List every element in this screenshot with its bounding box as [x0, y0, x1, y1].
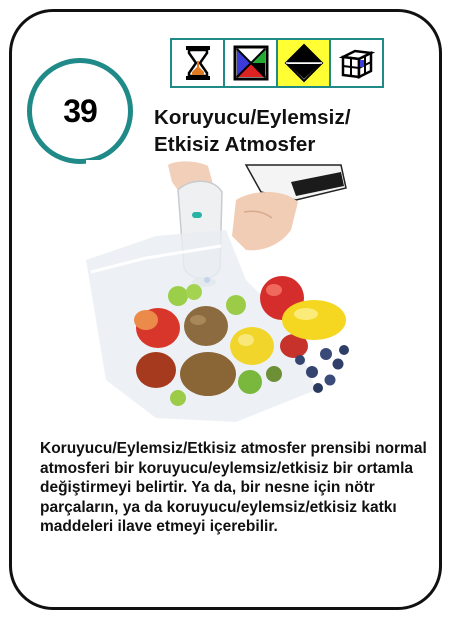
vacuum-bag-fruit-photo: [86, 160, 356, 422]
principle-title: [154, 104, 394, 158]
diamond-icon: [276, 38, 331, 88]
cube-icon: [329, 38, 384, 88]
title-line-2: Etkisiz Atmosfer: [154, 133, 316, 156]
principle-number-badge: [27, 58, 133, 164]
colored-triangles-icon: [223, 38, 278, 88]
principle-description: Koruyucu/Eylemsiz/Etkisiz atmosfer prensibi normal atmosferi bir koruyucu/eylemsiz/etkisiz bir ortamla değiştirmeyi belirtir. Ya da, bir nesne için nötr parçaların, ya da koruyucu/eylemsiz/etkisiz katkı maddeleri ilave etmeyi içerebilir.: [40, 440, 427, 535]
category-icon-strip: [170, 38, 382, 88]
hourglass-icon: [170, 38, 225, 88]
title-line-1: Koruyucu/Eylemsiz/: [154, 106, 351, 129]
principle-number: 39: [63, 92, 97, 129]
